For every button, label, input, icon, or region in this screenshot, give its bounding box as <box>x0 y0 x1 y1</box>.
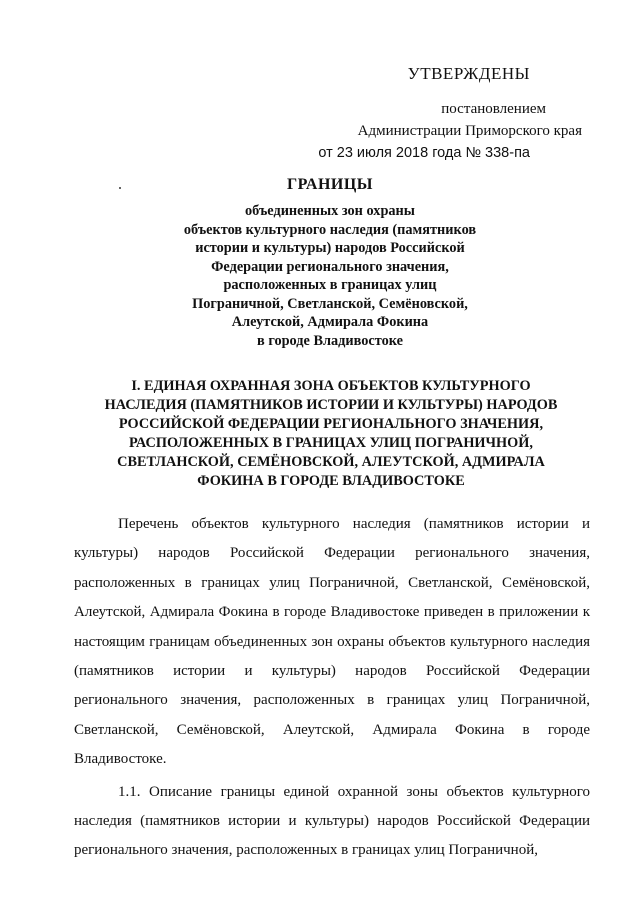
subtitle-line: объединенных зон охраны <box>245 203 415 219</box>
section-heading-line: ФОКИНА В ГОРОДЕ ВЛАДИВОСТОКЕ <box>197 473 465 489</box>
body-text <box>74 510 590 866</box>
paragraph-1: Перечень объектов культурного наследия (памятников истории и культуры) народов Российской Федерации регионального значения, расположенных в границах улиц Пограничной, Светланской, Семёновской, Алеутской, Адмирала Фокина в городе Владивостоке приведен в приложении к настоящим границам объединенных зон охраны объектов культурного наследия (памятников истории и культуры) народов Российской Федерации регионального значения, расположенных в границах улиц Пограничной, Светланской, Семёновской, Алеутской, Адмирала Фокина в городе Владивостоке. <box>74 516 590 768</box>
approval-block <box>318 64 582 164</box>
subtitle-line: Федерации регионального значения, <box>211 258 449 275</box>
section-heading-line: РОССИЙСКОЙ ФЕДЕРАЦИИ РЕГИОНАЛЬНОГО ЗНАЧЕНИЯ, <box>118 416 544 432</box>
subtitle-line: Пограничной, Светланской, Семёновской, <box>192 295 468 312</box>
section-heading-line: РАСПОЛОЖЕННЫХ В ГРАНИЦАХ УЛИЦ ПОГРАНИЧНОЙ, <box>129 435 533 451</box>
subtitle-line: в городе Владивостоке <box>257 332 403 349</box>
document-subtitle <box>70 202 590 350</box>
subtitle-line: объектов культурного наследия (памятников <box>183 221 477 238</box>
subtitle-line: истории и культуры) народов Российской <box>195 240 465 256</box>
section-heading-line: СВЕТЛАНСКОЙ, СЕМЁНОВСКОЙ, АЛЕУТСКОЙ, АДМИРАЛА <box>117 454 545 470</box>
approval-title: УТВЕРЖДЕНЫ <box>407 64 530 83</box>
section-heading <box>72 377 590 491</box>
approval-line-3: от 23 июля 2018 года № 338-па <box>318 145 530 161</box>
document-title: ГРАНИЦЫ <box>286 176 373 193</box>
paragraph-2: 1.1. Описание границы единой охранной зоны объектов культурного наследия (памятников истории и культуры) народов Российской Федерации регионального значения, расположенных в границах улиц Пограничной, <box>74 783 590 859</box>
subtitle-line: расположенных в границах улиц <box>223 277 437 293</box>
approval-line-1: постановлением <box>441 101 546 117</box>
approval-line-2: Администрации Приморского края <box>357 123 582 139</box>
section-heading-line: I. ЕДИНАЯ ОХРАННАЯ ЗОНА ОБЪЕКТОВ КУЛЬТУРНОГО <box>131 378 531 394</box>
subtitle-line: Алеутской, Адмирала Фокина <box>231 314 429 330</box>
section-heading-line: НАСЛЕДИЯ (ПАМЯТНИКОВ ИСТОРИИ И КУЛЬТУРЫ) НАРОДОВ <box>104 397 558 413</box>
